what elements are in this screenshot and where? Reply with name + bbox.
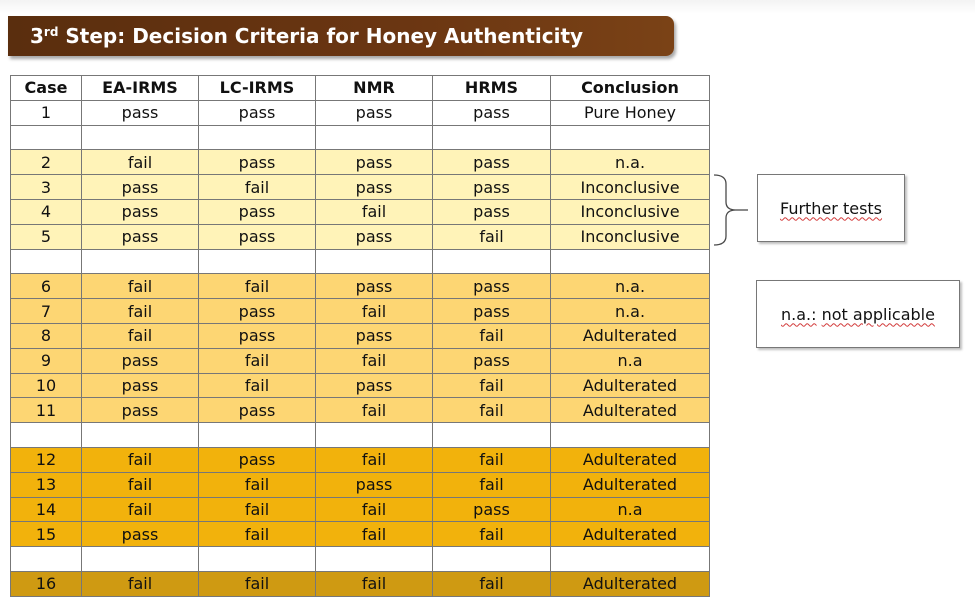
right-brace bbox=[712, 174, 752, 246]
header-conclusion: Conclusion bbox=[551, 76, 710, 101]
table-row bbox=[11, 100, 710, 125]
table-row bbox=[11, 522, 710, 547]
header-hrms: HRMS bbox=[433, 76, 551, 101]
cell-nmr: fail bbox=[316, 571, 433, 596]
cell-case: 16 bbox=[11, 571, 82, 596]
cell-conclusion: Adulterated bbox=[551, 373, 710, 398]
cell-lc-irms: pass bbox=[199, 323, 316, 348]
cell-case: 1 bbox=[11, 100, 82, 125]
cell-lc-irms: pass bbox=[199, 199, 316, 224]
cell-lc-irms: fail bbox=[199, 472, 316, 497]
table-row bbox=[11, 398, 710, 423]
cell-case bbox=[11, 547, 82, 572]
cell-lc-irms: fail bbox=[199, 522, 316, 547]
cell-lc-irms: pass bbox=[199, 398, 316, 423]
cell-ea-irms: fail bbox=[82, 447, 199, 472]
table-row bbox=[11, 175, 710, 200]
cell-nmr: fail bbox=[316, 398, 433, 423]
cell-lc-irms: pass bbox=[199, 224, 316, 249]
header-case: Case bbox=[11, 76, 82, 101]
cell-nmr: pass bbox=[316, 100, 433, 125]
cell-hrms: pass bbox=[433, 175, 551, 200]
cell-ea-irms: pass bbox=[82, 398, 199, 423]
cell-case: 14 bbox=[11, 497, 82, 522]
cell-hrms: fail bbox=[433, 447, 551, 472]
cell-ea-irms: pass bbox=[82, 373, 199, 398]
cell-nmr: pass bbox=[316, 472, 433, 497]
cell-nmr: fail bbox=[316, 299, 433, 324]
cell-case: 10 bbox=[11, 373, 82, 398]
table-row bbox=[11, 150, 710, 175]
cell-hrms bbox=[433, 423, 551, 448]
cell-ea-irms: fail bbox=[82, 274, 199, 299]
cell-lc-irms bbox=[199, 547, 316, 572]
table-row bbox=[11, 447, 710, 472]
cell-lc-irms: fail bbox=[199, 571, 316, 596]
cell-nmr: fail bbox=[316, 497, 433, 522]
cell-conclusion bbox=[551, 423, 710, 448]
table-row bbox=[11, 299, 710, 324]
cell-ea-irms: fail bbox=[82, 472, 199, 497]
spacer-row bbox=[11, 125, 710, 150]
cell-conclusion: Inconclusive bbox=[551, 224, 710, 249]
cell-conclusion bbox=[551, 547, 710, 572]
cell-conclusion: Inconclusive bbox=[551, 199, 710, 224]
cell-ea-irms: pass bbox=[82, 199, 199, 224]
header-lc-irms: LC-IRMS bbox=[199, 76, 316, 101]
table-row bbox=[11, 571, 710, 596]
cell-case: 11 bbox=[11, 398, 82, 423]
cell-lc-irms: fail bbox=[199, 348, 316, 373]
cell-nmr: pass bbox=[316, 150, 433, 175]
cell-hrms: fail bbox=[433, 398, 551, 423]
cell-conclusion bbox=[551, 125, 710, 150]
further-tests-label: Further tests bbox=[779, 198, 883, 218]
cell-case: 9 bbox=[11, 348, 82, 373]
cell-ea-irms: fail bbox=[82, 150, 199, 175]
cell-conclusion: Adulterated bbox=[551, 398, 710, 423]
cell-hrms: pass bbox=[433, 348, 551, 373]
na-term: n.a.: bbox=[781, 304, 817, 324]
cell-conclusion bbox=[551, 249, 710, 274]
cell-lc-irms: pass bbox=[199, 100, 316, 125]
cell-lc-irms: pass bbox=[199, 299, 316, 324]
cell-hrms: pass bbox=[433, 199, 551, 224]
cell-case: 8 bbox=[11, 323, 82, 348]
cell-hrms: fail bbox=[433, 224, 551, 249]
cell-nmr: pass bbox=[316, 175, 433, 200]
cell-lc-irms bbox=[199, 423, 316, 448]
cell-lc-irms bbox=[199, 125, 316, 150]
table-row bbox=[11, 274, 710, 299]
cell-lc-irms: fail bbox=[199, 373, 316, 398]
table-header-row bbox=[11, 76, 710, 101]
spacer-row bbox=[11, 249, 710, 274]
table-row bbox=[11, 497, 710, 522]
cell-ea-irms bbox=[82, 249, 199, 274]
cell-nmr: fail bbox=[316, 522, 433, 547]
cell-conclusion: Adulterated bbox=[551, 447, 710, 472]
cell-conclusion: n.a. bbox=[551, 150, 710, 175]
header-nmr: NMR bbox=[316, 76, 433, 101]
spacer-row bbox=[11, 547, 710, 572]
cell-ea-irms: pass bbox=[82, 100, 199, 125]
top-shadow bbox=[0, 0, 975, 14]
cell-conclusion: Adulterated bbox=[551, 522, 710, 547]
cell-hrms: pass bbox=[433, 299, 551, 324]
cell-nmr: fail bbox=[316, 447, 433, 472]
cell-case: 6 bbox=[11, 274, 82, 299]
cell-lc-irms: fail bbox=[199, 274, 316, 299]
cell-hrms: pass bbox=[433, 497, 551, 522]
cell-lc-irms: fail bbox=[199, 497, 316, 522]
cell-hrms: pass bbox=[433, 100, 551, 125]
cell-nmr: pass bbox=[316, 274, 433, 299]
cell-case bbox=[11, 249, 82, 274]
cell-conclusion: n.a. bbox=[551, 274, 710, 299]
cell-case: 13 bbox=[11, 472, 82, 497]
cell-ea-irms bbox=[82, 423, 199, 448]
cell-lc-irms bbox=[199, 249, 316, 274]
cell-conclusion: Adulterated bbox=[551, 571, 710, 596]
cell-ea-irms bbox=[82, 125, 199, 150]
cell-hrms bbox=[433, 249, 551, 274]
cell-hrms bbox=[433, 547, 551, 572]
cell-nmr: fail bbox=[316, 348, 433, 373]
cell-nmr bbox=[316, 547, 433, 572]
cell-conclusion: n.a. bbox=[551, 299, 710, 324]
header-ea-irms: EA-IRMS bbox=[82, 76, 199, 101]
table-row bbox=[11, 373, 710, 398]
cell-case: 4 bbox=[11, 199, 82, 224]
cell-case: 15 bbox=[11, 522, 82, 547]
cell-conclusion: Pure Honey bbox=[551, 100, 710, 125]
spacer-row bbox=[11, 423, 710, 448]
cell-ea-irms: pass bbox=[82, 522, 199, 547]
cell-ea-irms: fail bbox=[82, 299, 199, 324]
cell-nmr: fail bbox=[316, 199, 433, 224]
cell-hrms: fail bbox=[433, 373, 551, 398]
cell-ea-irms: pass bbox=[82, 175, 199, 200]
cell-case: 12 bbox=[11, 447, 82, 472]
cell-nmr bbox=[316, 423, 433, 448]
title-superscript: rd bbox=[43, 25, 59, 39]
cell-nmr: pass bbox=[316, 224, 433, 249]
cell-nmr bbox=[316, 249, 433, 274]
cell-conclusion: Inconclusive bbox=[551, 175, 710, 200]
cell-conclusion: n.a bbox=[551, 348, 710, 373]
cell-conclusion: Adulterated bbox=[551, 323, 710, 348]
cell-ea-irms: pass bbox=[82, 224, 199, 249]
cell-case: 7 bbox=[11, 299, 82, 324]
table-row bbox=[11, 472, 710, 497]
table-row bbox=[11, 199, 710, 224]
cell-case bbox=[11, 423, 82, 448]
cell-case: 3 bbox=[11, 175, 82, 200]
cell-hrms: pass bbox=[433, 150, 551, 175]
cell-lc-irms: fail bbox=[199, 175, 316, 200]
cell-conclusion: n.a bbox=[551, 497, 710, 522]
title-banner bbox=[8, 16, 674, 56]
cell-ea-irms: pass bbox=[82, 348, 199, 373]
cell-ea-irms: fail bbox=[82, 497, 199, 522]
cell-conclusion: Adulterated bbox=[551, 472, 710, 497]
cell-lc-irms: pass bbox=[199, 447, 316, 472]
table-row bbox=[11, 348, 710, 373]
cell-hrms: fail bbox=[433, 571, 551, 596]
cell-case bbox=[11, 125, 82, 150]
table-body bbox=[11, 100, 710, 596]
cell-ea-irms: fail bbox=[82, 323, 199, 348]
cell-nmr bbox=[316, 125, 433, 150]
cell-nmr: pass bbox=[316, 373, 433, 398]
cell-ea-irms: fail bbox=[82, 571, 199, 596]
table-row bbox=[11, 224, 710, 249]
cell-ea-irms bbox=[82, 547, 199, 572]
table-row bbox=[11, 323, 710, 348]
title-prefix: 3 bbox=[30, 24, 44, 48]
cell-nmr: pass bbox=[316, 323, 433, 348]
na-definition: not applicable bbox=[821, 304, 935, 324]
cell-hrms: fail bbox=[433, 323, 551, 348]
cell-case: 2 bbox=[11, 150, 82, 175]
cell-hrms: fail bbox=[433, 472, 551, 497]
cell-hrms bbox=[433, 125, 551, 150]
title-rest: Step: Decision Criteria for Honey Authenticity bbox=[58, 24, 584, 48]
cell-hrms: fail bbox=[433, 522, 551, 547]
cell-lc-irms: pass bbox=[199, 150, 316, 175]
cell-case: 5 bbox=[11, 224, 82, 249]
further-tests-box bbox=[757, 174, 905, 242]
na-definition-box bbox=[756, 280, 960, 348]
cell-hrms: pass bbox=[433, 274, 551, 299]
decision-criteria-table bbox=[10, 75, 710, 597]
